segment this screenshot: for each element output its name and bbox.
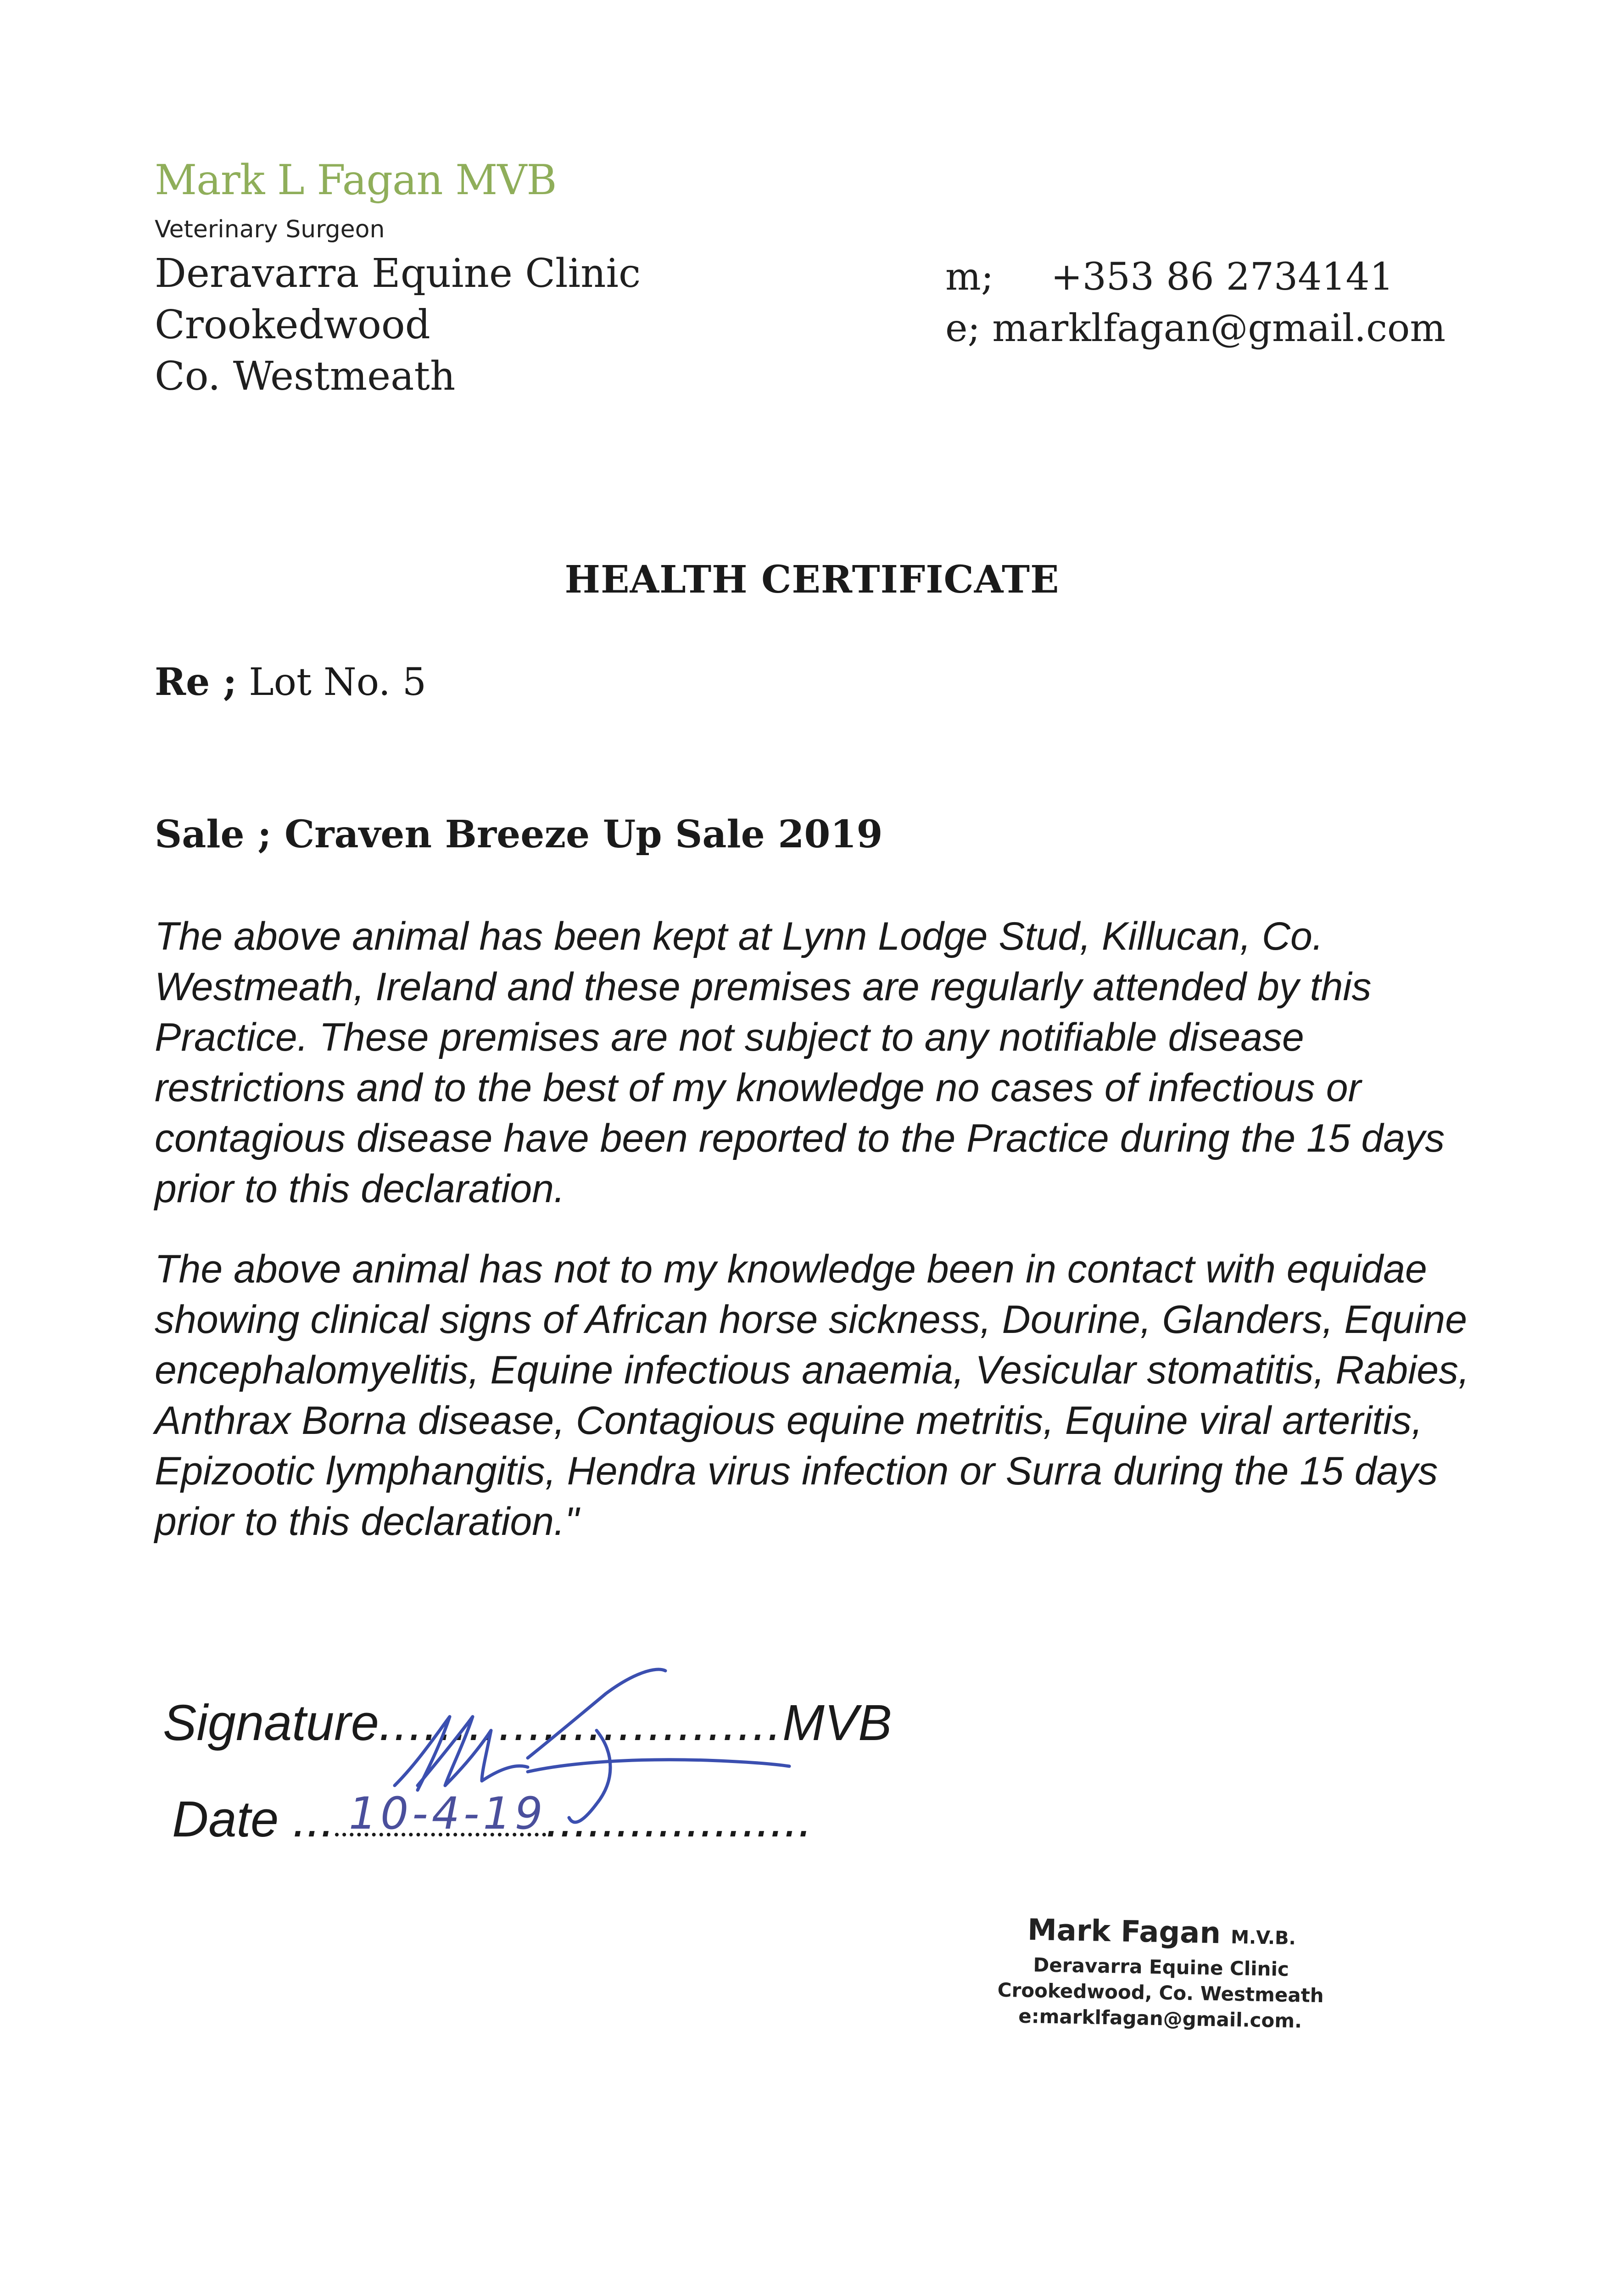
handwritten-date: 10-4-19 bbox=[349, 1788, 547, 1839]
stamp-name: Mark Fagan bbox=[1027, 1913, 1221, 1951]
signature-suffix: MVB bbox=[782, 1695, 892, 1751]
signature-dots: ........................... bbox=[379, 1695, 783, 1751]
date-trailing-dots: ................... bbox=[546, 1791, 813, 1847]
document-title: HEALTH CERTIFICATE bbox=[564, 558, 1060, 602]
stamp-email: e:marklfagan@gmail.com. bbox=[1018, 2004, 1302, 2032]
address-line: Crookedwood bbox=[155, 302, 430, 348]
re-value: Lot No. 5 bbox=[249, 661, 427, 704]
mobile-number: +353 86 2734141 bbox=[1051, 255, 1394, 299]
letterhead-name: Mark L Fagan MVB bbox=[155, 156, 557, 204]
date-leading-dots: ... bbox=[292, 1791, 335, 1847]
email-label: e; bbox=[945, 307, 981, 350]
email-row bbox=[945, 303, 1445, 354]
letterhead-contact bbox=[945, 252, 1445, 354]
signature-label: Signature bbox=[163, 1695, 379, 1751]
letterhead-address bbox=[155, 248, 641, 402]
stamp-clinic: Deravarra Equine Clinic bbox=[1033, 1954, 1289, 1981]
stamp-location: Crookedwood, Co. Westmeath bbox=[997, 1978, 1324, 2007]
clinic-stamp bbox=[954, 1910, 1368, 2035]
stamp-name-line bbox=[955, 1910, 1368, 1958]
date-label: Date bbox=[172, 1791, 279, 1847]
address-line: Deravarra Equine Clinic bbox=[155, 251, 641, 297]
email-address: marklfagan@gmail.com bbox=[992, 307, 1446, 350]
mobile-row bbox=[945, 252, 1445, 303]
declaration-paragraph-2: The above animal has not to my knowledge been in contact with equidae showing clinical signs of African horse sickness, Dourine, Glanders, Equine encephalomyelitis, Equine infectious anaemia, Vesicular stomatitis, Rabies, Anthrax Borna disease, Contagious equine metritis, Equine viral arteritis, Epizootic lymphangitis, Hendra virus infection or Surra during the 15 days prior to this declaration." bbox=[155, 1247, 1469, 1544]
declaration-paragraph-1: The above animal has been kept at Lynn Lodge Stud, Killucan, Co. Westmeath, Ireland and these premises are regularly attended by this Practice. These premises are not subject to any notifiable disease restrictions and to the best of my knowledge no cases of infectious or contagious disease have been reported to the Practice during the 15 days prior to this declaration. bbox=[155, 914, 1445, 1211]
stamp-qualification: M.V.B. bbox=[1230, 1926, 1296, 1949]
re-line bbox=[155, 660, 426, 704]
re-label: Re ; bbox=[155, 660, 237, 704]
sale-line: Sale ; Craven Breeze Up Sale 2019 bbox=[155, 812, 883, 856]
letterhead-role: Veterinary Surgeon bbox=[155, 216, 385, 243]
address-line: Co. Westmeath bbox=[155, 353, 456, 399]
mobile-label: m; bbox=[945, 255, 994, 299]
